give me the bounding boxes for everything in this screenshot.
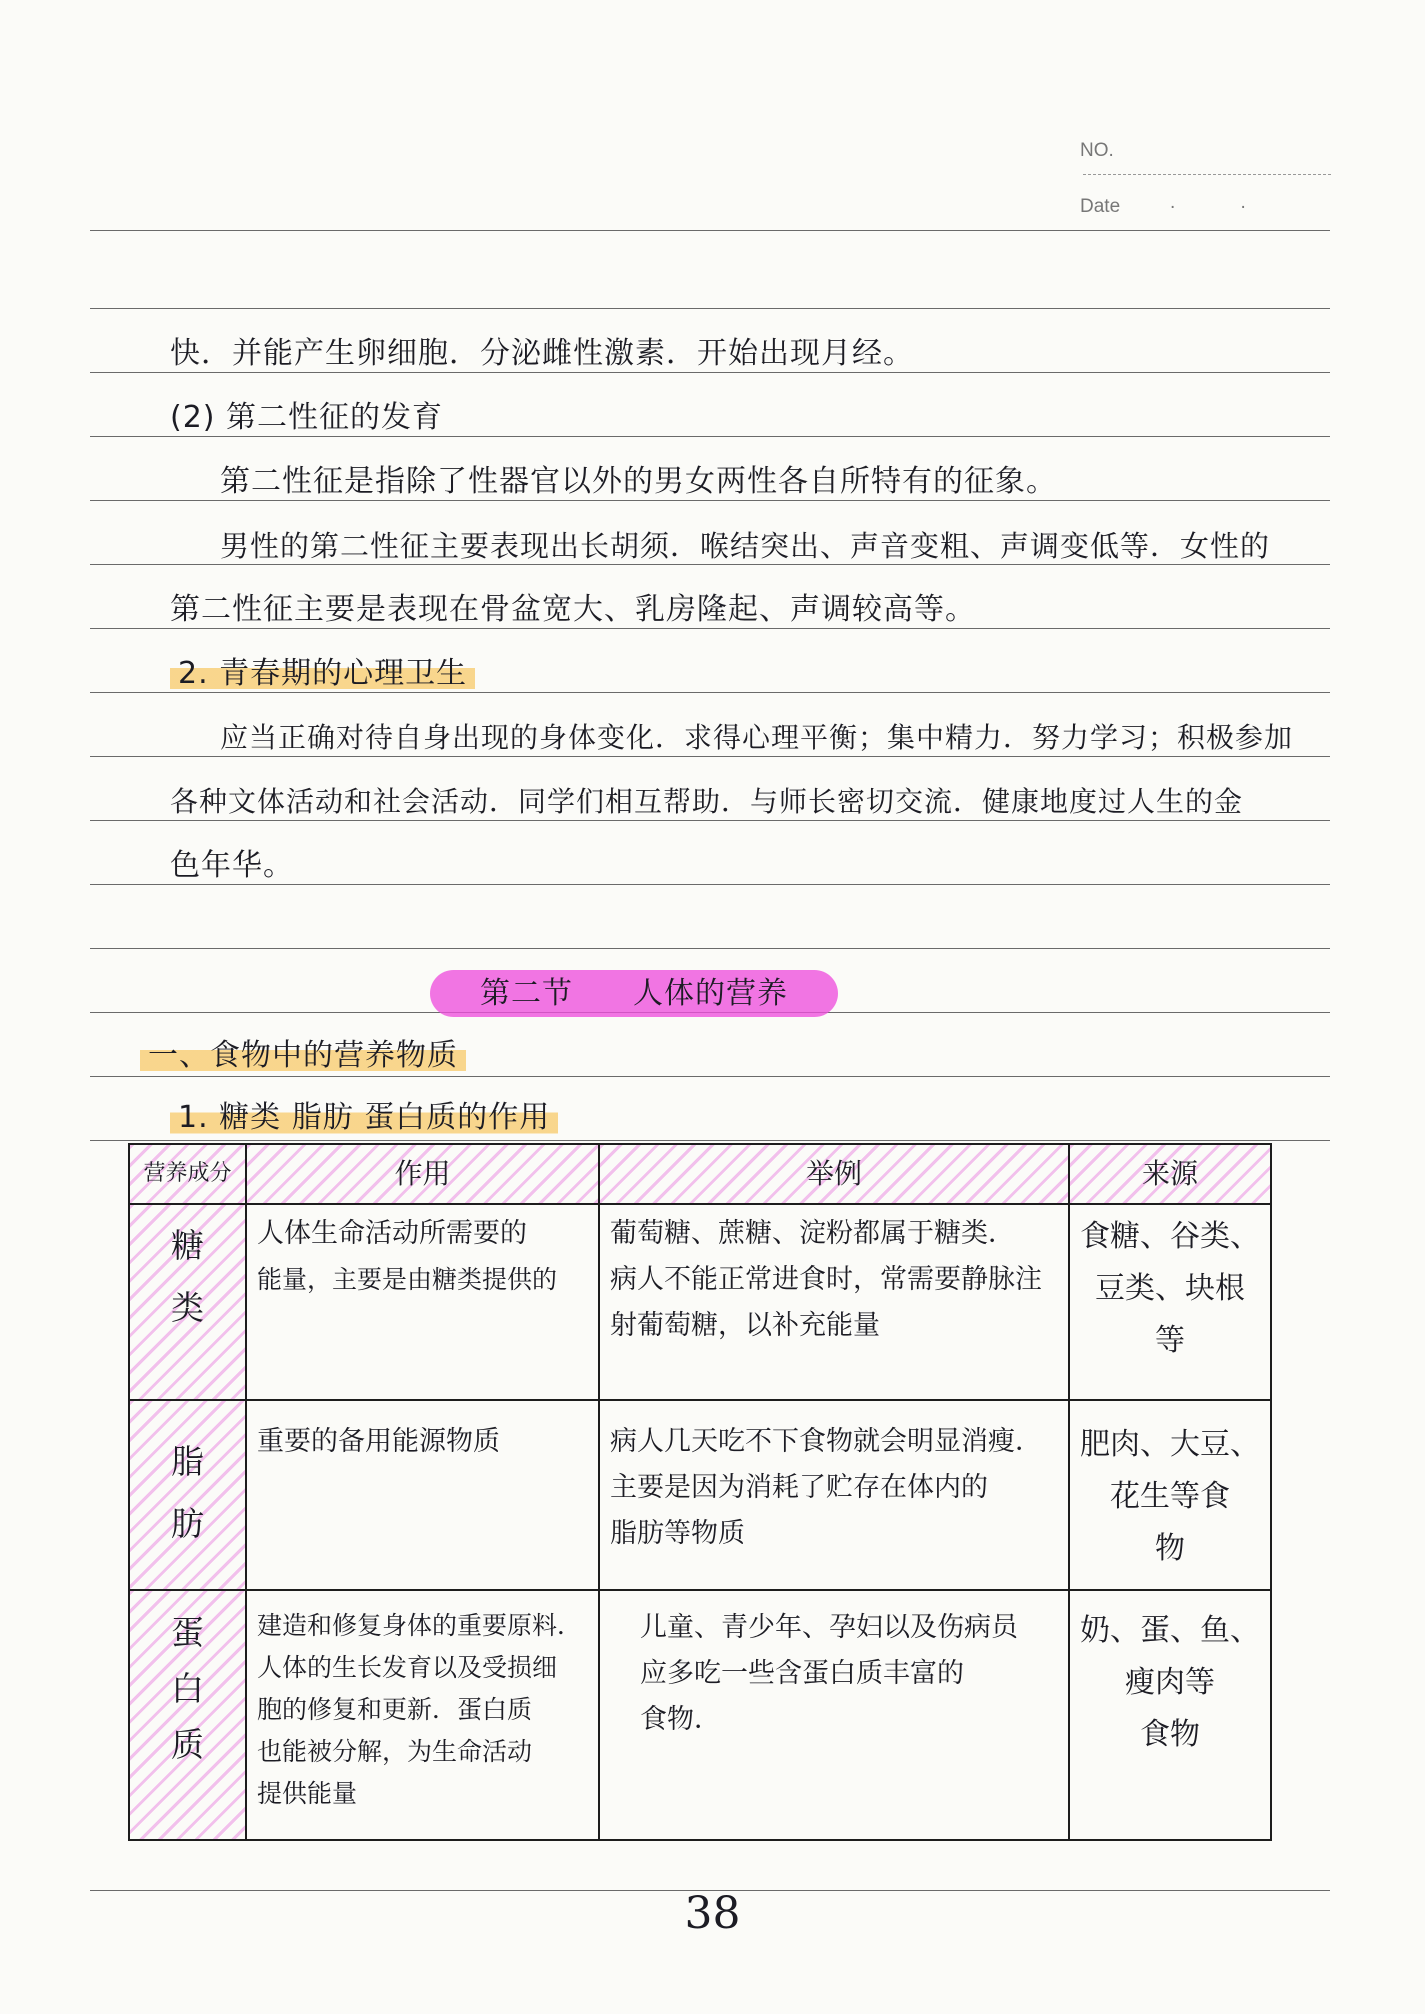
heading-nutrients-text: 一、食物中的营养物质 <box>140 1038 466 1073</box>
page-number: 38 <box>684 1888 741 1939</box>
cell-line: 葡萄糖、蔗糖、淀粉都属于糖类． <box>610 1218 1015 1249</box>
row-label-char: 脂 <box>171 1442 204 1481</box>
chapter-section-name: 人体的营养 <box>633 976 788 1011</box>
rule-line <box>90 230 1330 231</box>
cell-line: 儿童、青少年、孕妇以及伤病员 <box>640 1612 1018 1643</box>
row-label-char: 糖 <box>171 1226 204 1265</box>
cell-source <box>1069 1204 1271 1400</box>
body-line: 色年华。 <box>170 848 294 883</box>
heading-nutrients <box>140 1036 466 1076</box>
cell-line: 建造和修复身体的重要原料． <box>257 1611 583 1640</box>
cell-line: 肥肉、大豆、 <box>1080 1427 1260 1462</box>
cell-line: 花生等食 <box>1110 1479 1230 1514</box>
cell-line: 应多吃一些含蛋白质丰富的 <box>640 1658 964 1689</box>
row-label-char: 肪 <box>171 1504 204 1543</box>
section-heading-text: 2. 青春期的心理卫生 <box>170 656 475 691</box>
table-header-row <box>129 1144 1271 1204</box>
row-label-char: 类 <box>171 1288 204 1327</box>
heading-functions <box>170 1098 558 1138</box>
section-heading <box>170 654 475 694</box>
cell-example <box>599 1590 1069 1840</box>
cell-role <box>246 1400 599 1590</box>
row-label-char: 蛋 <box>171 1613 204 1652</box>
row-label-carbohydrate <box>129 1204 246 1400</box>
row-label-char: 白 <box>171 1669 204 1708</box>
cell-line: 食物． <box>640 1704 721 1735</box>
cell-line: 奶、蛋、鱼、 <box>1080 1613 1260 1648</box>
row-label-protein <box>129 1590 246 1840</box>
cell-line: 提供能量 <box>257 1779 358 1808</box>
body-line: 各种文体活动和社会活动．同学们相互帮助．与师长密切交流．健康地度过人生的金 <box>170 785 1244 818</box>
rule-line <box>90 1076 1330 1077</box>
cell-line: 主要是因为消耗了贮存在体内的 <box>610 1472 988 1503</box>
cell-source <box>1069 1590 1271 1840</box>
cell-role <box>246 1590 599 1840</box>
no-label: NO. <box>1080 140 1114 161</box>
body-line: 快．并能产生卵细胞．分泌雌性激素．开始出现月经。 <box>170 336 914 371</box>
body-line: 第二性征主要是表现在骨盆宽大、乳房隆起、声调较高等。 <box>170 592 976 627</box>
chapter-title-highlight <box>430 970 838 1017</box>
body-line: 男性的第二性征主要表现出长胡须．喉结突出、声音变粗、声调变低等．女性的 <box>220 529 1271 563</box>
header-role: 作用 <box>246 1144 599 1204</box>
header-nutrient: 营养成分 <box>129 1144 246 1204</box>
table-row <box>129 1590 1271 1840</box>
cell-line: 物 <box>1155 1531 1185 1566</box>
cell-line: 射葡萄糖，以补充能量 <box>610 1310 880 1341</box>
rule-line <box>90 1140 1330 1141</box>
cell-role <box>246 1204 599 1400</box>
row-label-fat <box>129 1400 246 1590</box>
body-line: (2) 第二性征的发育 <box>170 400 444 435</box>
heading-functions-text: 1. 糖类 脂肪 蛋白质的作用 <box>170 1100 558 1135</box>
cell-line: 瘦肉等 <box>1125 1665 1215 1700</box>
cell-line: 食物 <box>1140 1717 1200 1752</box>
rule-line <box>90 308 1330 309</box>
table-row <box>129 1400 1271 1590</box>
cell-line: 豆类、块根 <box>1095 1271 1245 1306</box>
row-label-char: 质 <box>171 1725 204 1764</box>
cell-example <box>599 1204 1069 1400</box>
cell-source <box>1069 1400 1271 1590</box>
table-row <box>129 1204 1271 1400</box>
cell-line: 胞的修复和更新．蛋白质 <box>257 1695 533 1724</box>
rule-line <box>90 948 1330 949</box>
cell-line: 人体生命活动所需要的 <box>257 1218 527 1249</box>
cell-line: 重要的备用能源物质 <box>257 1426 500 1457</box>
date-dots: . . <box>1170 192 1276 213</box>
nutrients-table <box>128 1143 1272 1841</box>
cell-line: 也能被分解，为生命活动 <box>257 1737 533 1766</box>
cell-line: 病人几天吃不下食物就会明显消瘦． <box>610 1426 1042 1457</box>
cell-line: 能量，主要是由糖类提供的 <box>257 1265 558 1294</box>
body-line: 应当正确对待自身出现的身体变化．求得心理平衡；集中精力．努力学习；积极参加 <box>220 721 1294 754</box>
chapter-section-number: 第二节 <box>480 976 573 1011</box>
header-example: 举例 <box>599 1144 1069 1204</box>
cell-example <box>599 1400 1069 1590</box>
chapter-title <box>430 974 838 1014</box>
cell-line: 人体的生长发育以及受损细 <box>257 1653 558 1682</box>
body-line: 第二性征是指除了性器官以外的男女两性各自所特有的征象。 <box>220 464 1057 499</box>
cell-line: 病人不能正常进食时，常需要静脉注 <box>610 1264 1042 1295</box>
cell-line: 等 <box>1155 1323 1185 1358</box>
date-label: Date <box>1080 196 1121 217</box>
cell-line: 食糖、谷类、 <box>1080 1219 1260 1254</box>
cell-line: 脂肪等物质 <box>610 1518 745 1549</box>
no-dashed-line <box>1083 174 1331 175</box>
header-source: 来源 <box>1069 1144 1271 1204</box>
